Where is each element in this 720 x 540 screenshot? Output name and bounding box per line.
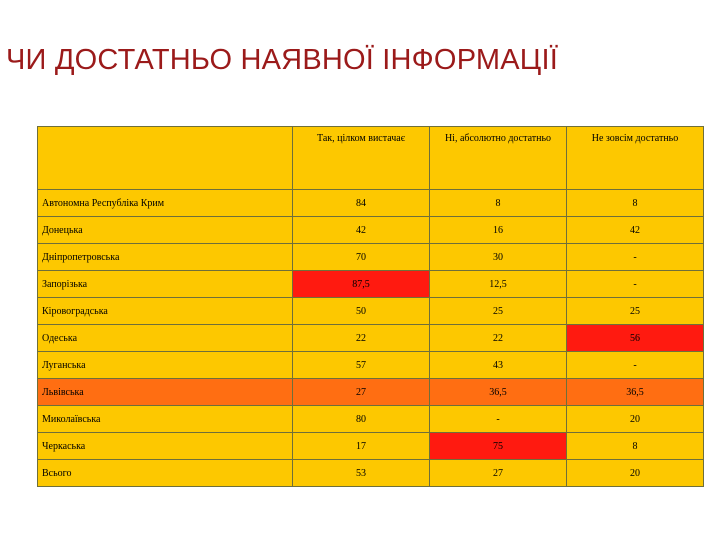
table-row [38, 433, 704, 460]
region-cell: Автономна Республіка Крим [38, 190, 293, 217]
value-cell: - [430, 406, 567, 433]
region-cell: Миколаївська [38, 406, 293, 433]
value-cell: 57 [293, 352, 430, 379]
slide-title: ЧИ ДОСТАТНЬО НАЯВНОЇ ІНФОРМАЦІЇ [6, 44, 558, 76]
value-cell: 70 [293, 244, 430, 271]
value-cell: 8 [430, 190, 567, 217]
value-cell-highlighted: 75 [430, 433, 567, 460]
header-cell-region [38, 127, 293, 190]
region-cell: Черкаська [38, 433, 293, 460]
region-cell: Запорізька [38, 271, 293, 298]
region-cell: Дніпропетровська [38, 244, 293, 271]
value-cell: 22 [430, 325, 567, 352]
value-cell: 25 [567, 298, 704, 325]
table-row [38, 352, 704, 379]
region-cell: Львівська [38, 379, 293, 406]
header-cell-partly: Не зовсім достатньо [567, 127, 704, 190]
value-cell: 42 [567, 217, 704, 244]
value-cell: 20 [567, 460, 704, 487]
value-cell: 53 [293, 460, 430, 487]
value-cell: 12,5 [430, 271, 567, 298]
value-cell: 27 [430, 460, 567, 487]
region-cell: Всього [38, 460, 293, 487]
value-cell: 16 [430, 217, 567, 244]
value-cell: 17 [293, 433, 430, 460]
value-cell: 36,5 [430, 379, 567, 406]
table-row [38, 325, 704, 352]
value-cell: 25 [430, 298, 567, 325]
table-row-total [38, 460, 704, 487]
value-cell: - [567, 271, 704, 298]
table-row [38, 217, 704, 244]
header-cell-no: Ні, абсолютно достатньо [430, 127, 567, 190]
value-cell: 8 [567, 190, 704, 217]
value-cell: 43 [430, 352, 567, 379]
table-header-row [38, 127, 704, 190]
table-row [38, 298, 704, 325]
region-cell: Одеська [38, 325, 293, 352]
value-cell: 8 [567, 433, 704, 460]
value-cell: - [567, 244, 704, 271]
header-cell-yes: Так, цілком вистачає [293, 127, 430, 190]
value-cell: 30 [430, 244, 567, 271]
region-cell: Луганська [38, 352, 293, 379]
value-cell: 36,5 [567, 379, 704, 406]
table-row [38, 244, 704, 271]
value-cell: 42 [293, 217, 430, 244]
value-cell: 20 [567, 406, 704, 433]
region-cell: Кіровоградська [38, 298, 293, 325]
table-row-highlighted [38, 379, 704, 406]
value-cell: 22 [293, 325, 430, 352]
region-cell: Донецька [38, 217, 293, 244]
value-cell: 50 [293, 298, 430, 325]
survey-table [37, 126, 704, 487]
value-cell: 80 [293, 406, 430, 433]
table-row [38, 190, 704, 217]
value-cell-highlighted: 87,5 [293, 271, 430, 298]
table-row [38, 271, 704, 298]
value-cell: 84 [293, 190, 430, 217]
table-row [38, 406, 704, 433]
value-cell: 27 [293, 379, 430, 406]
value-cell-highlighted: 56 [567, 325, 704, 352]
value-cell: - [567, 352, 704, 379]
